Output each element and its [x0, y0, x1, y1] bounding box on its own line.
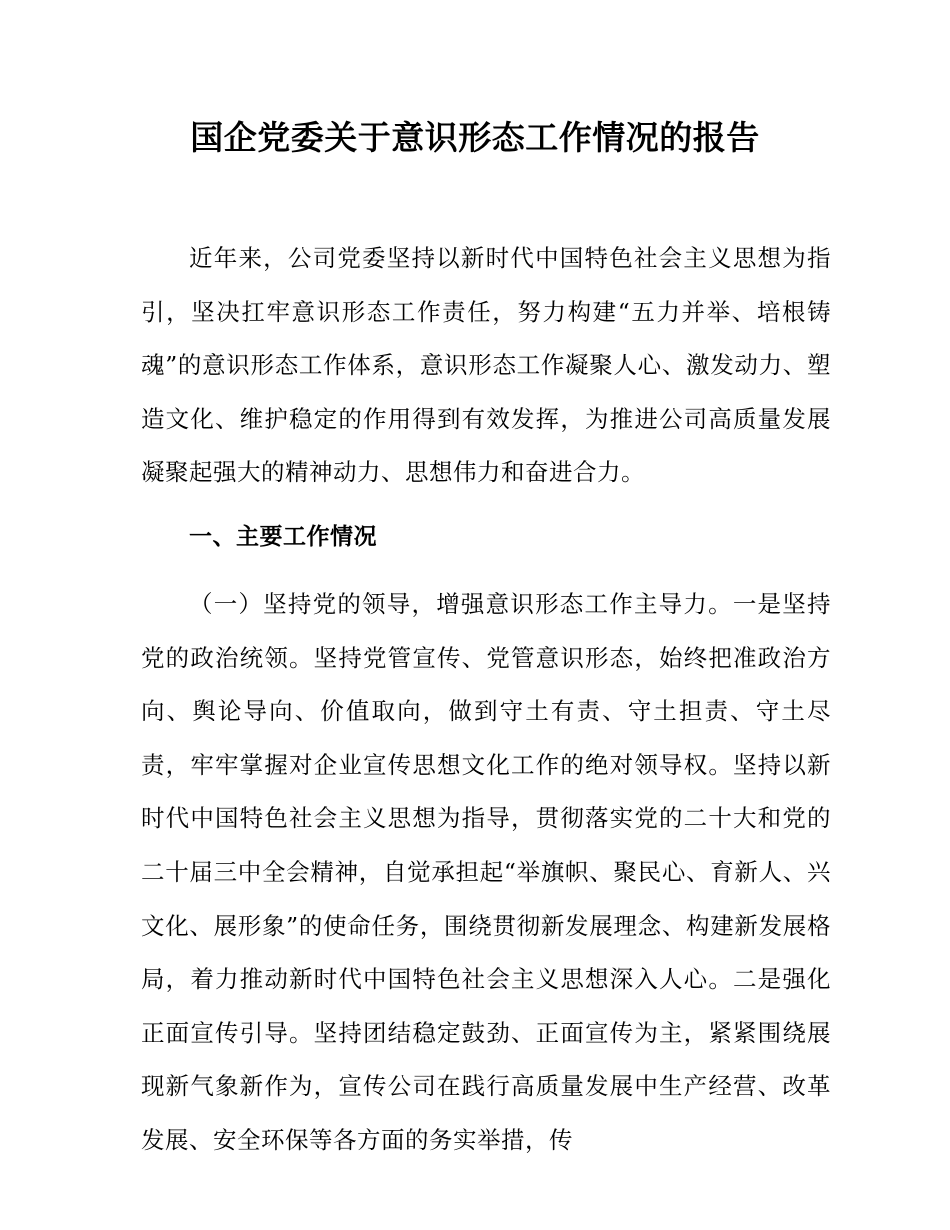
body-paragraph: （一）坚持党的领导，增强意识形态工作主导力。一是坚持党的政治统领。坚持党管宣传、党管意识形态，始终把准政治方向、舆论导向、价值取向，做到守土有责、守土担责、守土尽责，牢牢掌握对企业宣传思想文化工作的绝对领导权。坚持以新时代中国特色社会主义思想为指导，贯彻落实党的二十大和党的二十届三中全会精神，自觉承担起“举旗帜、聚民心、育新人、兴文化、展形象”的使命任务，围绕贯彻新发展理念、构建新发展格局，着力推动新时代中国特色社会主义思想深入人心。二是强化正面宣传引导。坚持团结稳定鼓劲、正面宣传为主，紧紧围绕展现新气象新作为，宣传公司在践行高质量发展中生产经营、改革发展、安全环保等各方面的务实举措，传: [141, 590, 831, 1154]
document-title: 国企党委关于意识形态工作情况的报告: [190, 118, 760, 157]
intro-paragraph: 近年来，公司党委坚持以新时代中国特色社会主义思想为指引，坚决扛牢意识形态工作责任，努力构建“五力并举、培根铸魂”的意识形态工作体系，意识形态工作凝聚人心、激发动力、塑造文化、维护稳定的作用得到有效发挥，为推进公司高质量发展凝聚起强大的精神动力、思想伟力和奋进合力。: [141, 244, 831, 487]
section-heading: 一、主要工作情况: [189, 524, 377, 550]
